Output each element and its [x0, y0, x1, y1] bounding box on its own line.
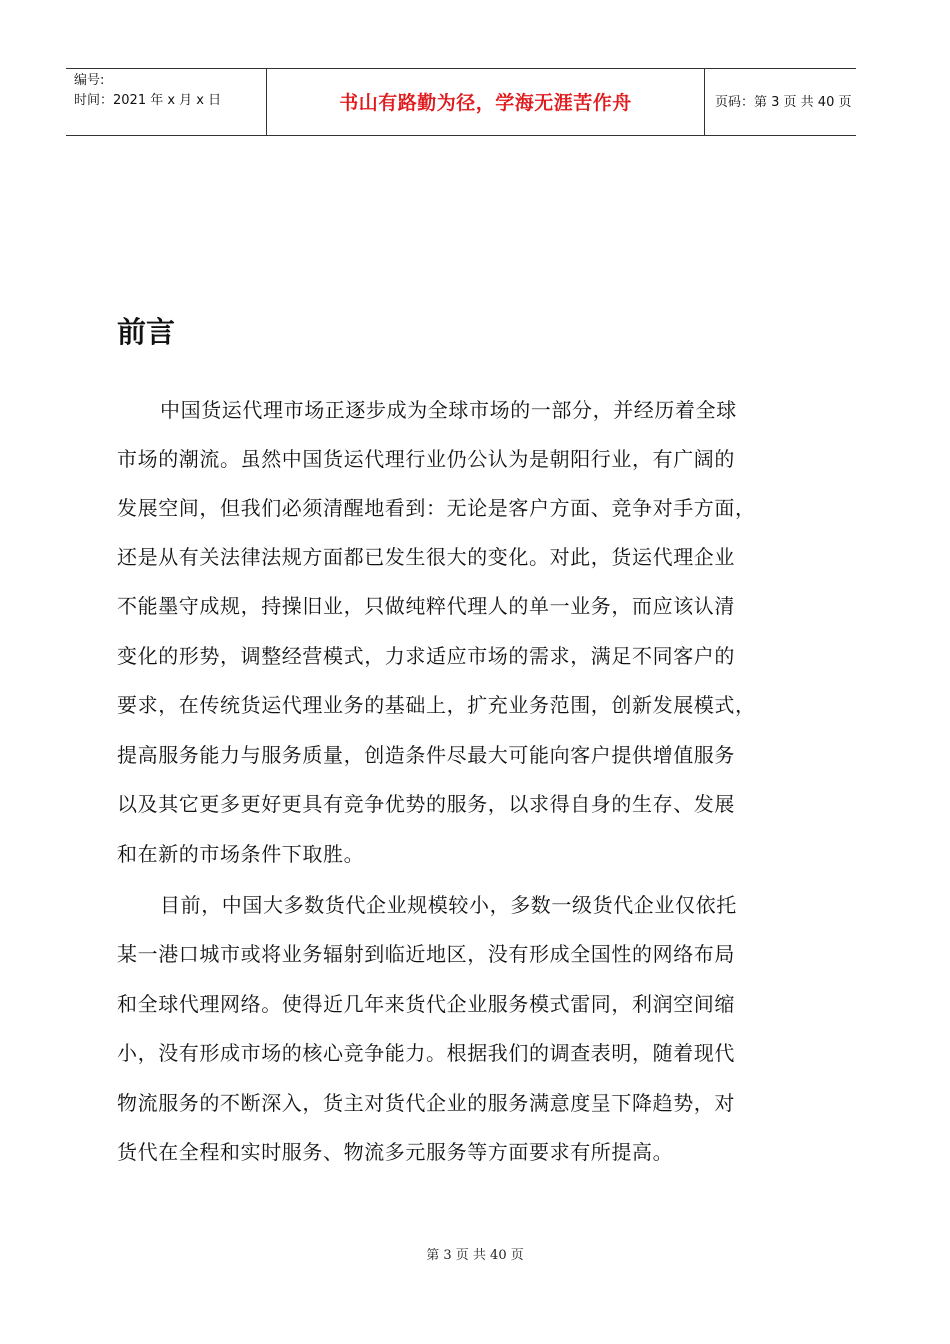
paragraph-1-line: 还是从有关法律法规方面都已发生很大的变化。对此，货运代理企业 — [117, 545, 735, 569]
paragraph-1-line: 以及其它更多更好更具有竞争优势的服务，以求得自身的生存、发展 — [117, 792, 735, 816]
header-motto-cell — [267, 69, 705, 135]
paragraph-1-line: 不能墨守成规，持操旧业，只做纯粹代理人的单一业务，而应该认清 — [117, 594, 735, 618]
paragraph-1-line: 和在新的市场条件下取胜。 — [117, 842, 365, 866]
paragraph-1-line: 变化的形势，调整经营模式，力求适应市场的需求，满足不同客户的 — [117, 644, 735, 668]
paragraph-2-line: 某一港口城市或将业务辐射到临近地区，没有形成全国性的网络布局 — [117, 942, 735, 966]
header-meta-cell — [66, 69, 267, 135]
page-header — [66, 68, 856, 136]
paragraph-2-line: 和全球代理网络。使得近几年来货代企业服务模式雷同，利润空间缩 — [117, 992, 735, 1016]
header-page-cell — [705, 69, 856, 135]
document-time-label: 时间：2021 年 x 月 x 日 — [74, 93, 222, 108]
paragraph-1-line: 市场的潮流。虽然中国货运代理行业仍公认为是朝阳行业，有广阔的 — [117, 447, 735, 471]
paragraph-2-line: 小，没有形成市场的核心竞争能力。根据我们的调查表明，随着现代 — [117, 1041, 735, 1065]
paragraph-2-line: 目前，中国大多数货代企业规模较小，多数一级货代企业仅依托 — [160, 893, 737, 917]
paragraph-1-line: 发展空间，但我们必须清醒地看到：无论是客户方面、竞争对手方面， — [117, 496, 756, 520]
header-motto: 书山有路勤为径，学海无涯苦作舟 — [339, 92, 632, 114]
paragraph-2-line: 货代在全程和实时服务、物流多元服务等方面要求有所提高。 — [117, 1140, 674, 1164]
paragraph-2-line: 物流服务的不断深入，货主对货代企业的服务满意度呈下降趋势，对 — [117, 1091, 735, 1115]
header-page-info: 页码：第 3 页 共 40 页 — [715, 95, 852, 110]
page-footer: 第 3 页 共 40 页 — [426, 1248, 524, 1263]
paragraph-1-line: 要求，在传统货运代理业务的基础上，扩充业务范围，创新发展模式， — [117, 693, 756, 717]
paragraph-1-line: 中国货运代理市场正逐步成为全球市场的一部分，并经历着全球 — [160, 398, 737, 422]
document-title: 前言 — [117, 315, 176, 349]
document-number-label: 编号: — [74, 73, 105, 88]
paragraph-1-line: 提高服务能力与服务质量，创造条件尽最大可能向客户提供增值服务 — [117, 743, 735, 767]
